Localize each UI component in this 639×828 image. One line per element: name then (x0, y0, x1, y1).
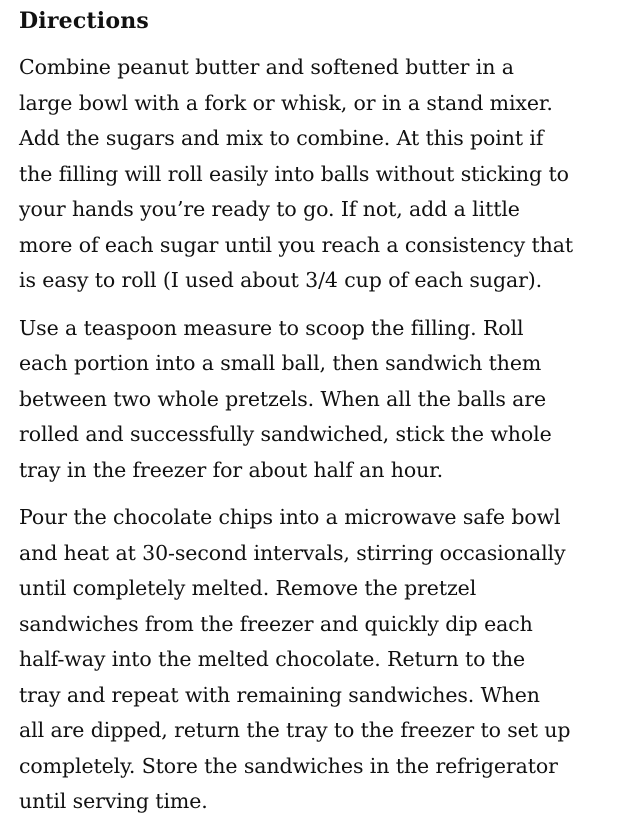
paragraph-line: Add the sugars and mix to combine. At this point if (19, 126, 544, 150)
paragraph-line: until serving time. (19, 789, 208, 813)
paragraph-line: is easy to roll (I used about 3/4 cup of each sugar). (19, 268, 543, 292)
paragraph-line: Pour the chocolate chips into a microwave safe bowl (19, 505, 561, 529)
directions-paragraph-1 (19, 50, 627, 299)
paragraph-line: more of each sugar until you reach a consistency that (19, 232, 573, 257)
paragraph-line: completely. Store the sandwiches in the refrigerator (19, 753, 558, 778)
paragraph-line: and heat at 30-second intervals, stirring occasionally (19, 540, 566, 565)
paragraph-line: rolled and successfully sandwiched, stick the whole (19, 422, 552, 446)
paragraph-line: between two whole pretzels. When all the balls are (19, 386, 547, 411)
paragraph-line: the filling will roll easily into balls without sticking to (19, 161, 569, 186)
paragraph-line: large bowl with a fork or whisk, or in a stand mixer. (19, 90, 553, 115)
paragraph-line: half-way into the melted chocolate. Return to the (19, 647, 526, 671)
paragraph-line: until completely melted. Remove the pretzel (19, 576, 477, 600)
paragraph-line: tray and repeat with remaining sandwiches. When (19, 682, 540, 707)
paragraph-line: sandwiches from the freezer and quickly dip each (19, 611, 533, 636)
paragraph-line: Combine peanut butter and softened butter in a (19, 55, 514, 79)
directions-heading: Directions (19, 8, 149, 34)
paragraph-line: your hands you’re ready to go. If not, add a little (19, 197, 520, 221)
paragraph-line: all are dipped, return the tray to the freezer to set up (19, 718, 571, 742)
paragraph-line: tray in the freezer for about half an hour. (19, 457, 444, 482)
directions-paragraph-2 (19, 311, 627, 489)
directions-paragraph-3 (19, 500, 627, 820)
paragraph-line: Use a teaspoon measure to scoop the filling. Roll (19, 315, 524, 340)
paragraph-line: each portion into a small ball, then sandwich them (19, 351, 542, 375)
